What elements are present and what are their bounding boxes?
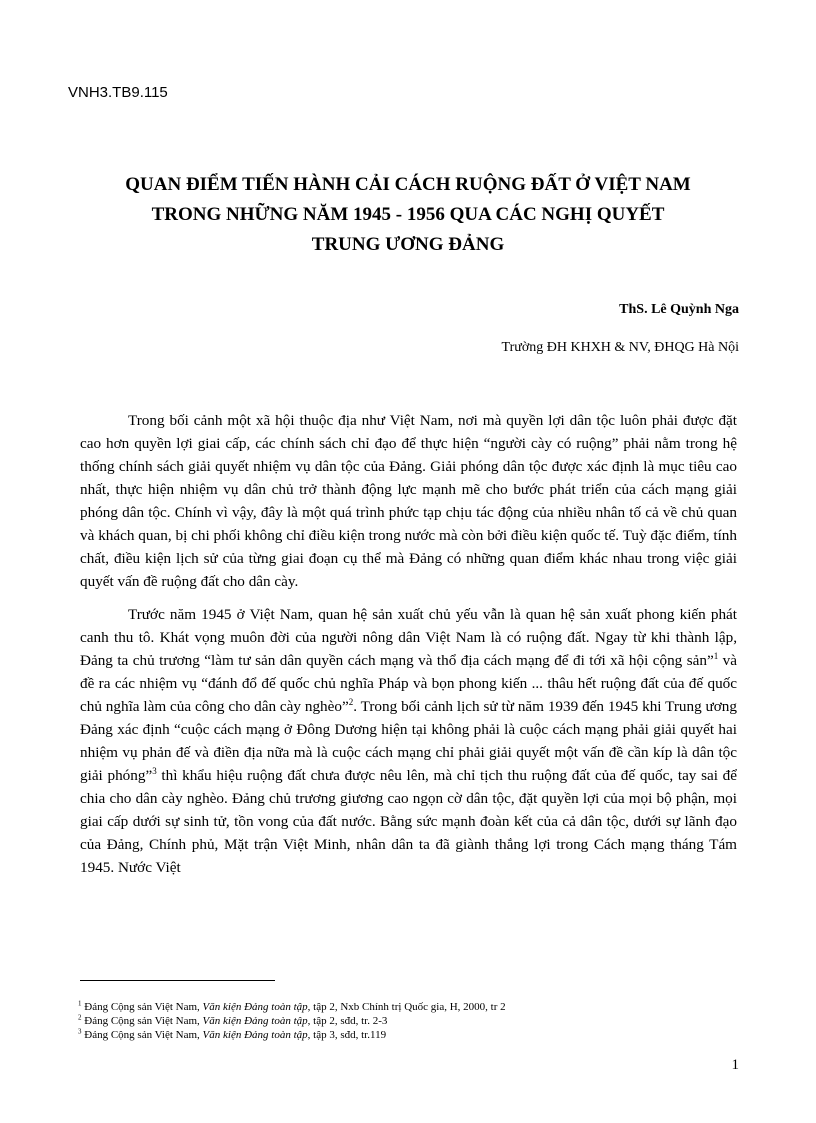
title-line-1: QUAN ĐIỂM TIẾN HÀNH CẢI CÁCH RUỘNG ĐẤT Ở VIỆT NAM — [125, 174, 691, 195]
paragraph-2-part-b: và đề ra các nhiệm vụ “đánh đổ đế quốc chủ nghĩa Pháp và bọn phong kiến ... thâu hết ruộng đất của đế quốc chủ nghĩa làm của công cho dân cày nghèo” — [80, 652, 737, 715]
author-affiliation: Trường ĐH KHXH & NV, ĐHQG Hà Nội — [501, 340, 739, 355]
document-code: VNH3.TB9.115 — [68, 84, 168, 101]
paragraph-1: Trong bối cảnh một xã hội thuộc địa như Việt Nam, nơi mà quyền lợi dân tộc luôn phải được đặt cao hơn quyền lợi giai cấp, các chính sách chỉ đạo để thực hiện “người cày có ruộng” phải nằm trong hệ thống chính sách giải quyết nhiệm vụ dân tộc của Đảng. Giải phóng dân tộc được xác định là mục tiêu cao nhất, thực hiện nhiệm vụ dân chủ trở thành động lực mạnh mẽ cho bước phát triển của cách mạng giải phóng dân tộc. Chính vì vậy, đây là một quá trình phức tạp chịu tác động của nhiều nhân tố cả về chủ quan và khách quan, bị chi phối không chỉ điều kiện trong nước mà còn bởi điều kiện quốc tế. Tuỳ đặc điểm, tính chất, điều kiện lịch sử của từng giai đoạn cụ thể mà Đảng có những quan điểm khác nhau trong việc giải quyết vấn đề ruộng đất cho dân cày. — [80, 412, 737, 590]
title-line-2: TRONG NHỮNG NĂM 1945 - 1956 QUA CÁC NGHỊ QUYẾT — [151, 204, 665, 225]
footnote-ref-2: 2 — [348, 696, 354, 707]
paragraph-2-part-c: . Trong bối cảnh lịch sử từ năm 1939 đến 1945 khi Trung ương Đảng xác định “cuộc cách mạng ở Đông Dương hiện tại không phải là cuộc cách mạng phải giải quyết hai nhiệm vụ phản đế và điền địa nữa mà là cuộc cách mạng chỉ phải giải quyết một vấn đề cần kíp là dân tộc giải phóng” — [80, 698, 737, 784]
paragraph-2 — [80, 603, 737, 879]
footnote-ref-3: 3 — [152, 765, 157, 776]
page-title — [80, 170, 736, 260]
footnotes — [78, 1000, 738, 1042]
footnote-3: $^3$ Đảng Cộng sản Việt Nam, Văn kiện Đảng toàn tập, tập 3, sđd, tr.119 — [78, 1027, 387, 1041]
footnote-ref-1: 1 — [713, 650, 719, 661]
footnote-2: $^2$ Đảng Cộng sản Việt Nam, Văn kiện Đảng toàn tập, tập 2, sđd, tr. 2-3 — [78, 1013, 388, 1027]
paragraph-2-part-d: thì khẩu hiệu ruộng đất chưa được nêu lên, mà chỉ tịch thu ruộng đất của đế quốc, tay sai để chia cho dân cày nghèo. Đảng chủ trương giương cao ngọn cờ dân tộc, đặt quyền lợi của mọi bộ phận, mọi giai cấp dưới sự sinh tử, tồn vong của đất nước. Bằng sức mạnh đoàn kết của cả dân tộc, dưới sự lãnh đạo của Đảng, Chính phủ, Mặt trận Việt Minh, nhân dân ta đã giành thắng lợi trong Cách mạng tháng Tám 1945. Nước Việt — [80, 767, 738, 876]
paragraph-2-part-a: Trước năm 1945 ở Việt Nam, quan hệ sản xuất chủ yếu vẫn là quan hệ sản xuất phong kiến phát canh thu tô. Khát vọng muôn đời của người nông dân Việt Nam là có ruộng đất. Ngay từ khi thành lập, Đảng ta chủ trương “làm tư sản dân quyền cách mạng và thổ địa cách mạng để đi tới xã hội cộng sản” — [80, 606, 737, 669]
author-name: ThS. Lê Quỳnh Nga — [619, 302, 739, 317]
footnote-1: $^1$ Đảng Cộng sản Việt Nam, Văn kiện Đảng toàn tập, tập 2, Nxb Chính trị Quốc gia, H, 2000, tr 2 — [78, 999, 506, 1013]
title-line-3: TRUNG ƯƠNG ĐẢNG — [311, 234, 505, 255]
footnote-divider — [80, 980, 275, 981]
page-number: 1 — [731, 1057, 739, 1073]
article-body — [80, 409, 737, 889]
